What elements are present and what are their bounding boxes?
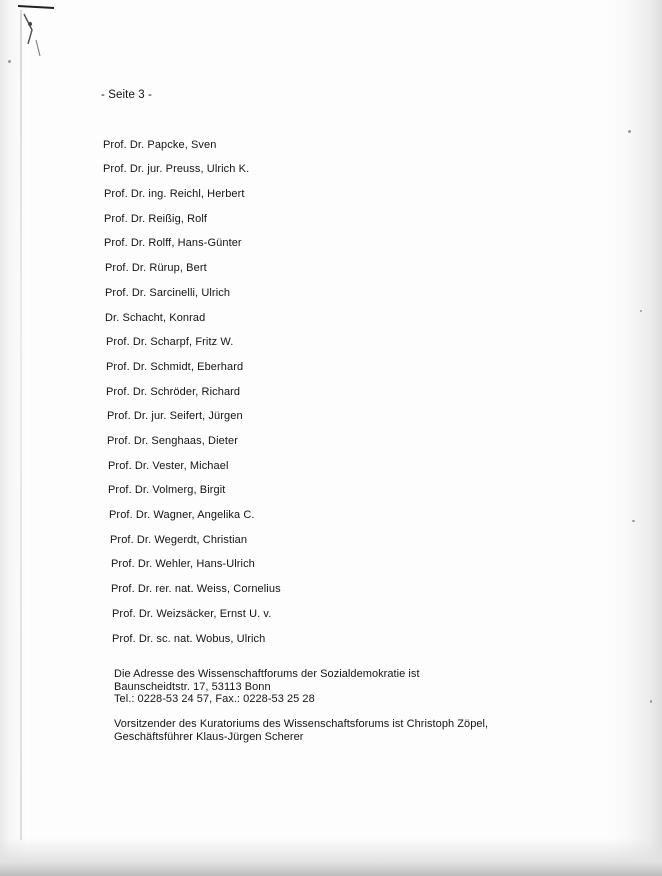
scan-edge-right: [607, 0, 662, 876]
member-name: Prof. Dr. Vester, Michael: [108, 460, 229, 472]
staple-mark-icon: [14, 0, 64, 80]
scan-fold-line: [20, 10, 22, 840]
member-name: Prof. Dr. Volmerg, Birgit: [108, 484, 226, 496]
member-name: Prof. Dr. jur. Preuss, Ulrich K.: [103, 163, 250, 175]
board-line: Geschäftsführer Klaus-Jürgen Scherer: [114, 730, 304, 743]
member-name: Prof. Dr. Papcke, Sven: [103, 139, 217, 151]
member-name: Prof. Dr. Rolff, Hans-Günter: [104, 237, 242, 249]
member-name: Prof. Dr. sc. nat. Wobus, Ulrich: [112, 633, 266, 645]
member-name: Prof. Dr. Senghaas, Dieter: [107, 435, 238, 447]
scan-edge-left: [0, 0, 30, 876]
member-name: Prof. Dr. rer. nat. Weiss, Cornelius: [111, 583, 281, 595]
member-name: Prof. Dr. Schmidt, Eberhard: [106, 361, 244, 373]
scan-speck: [640, 310, 642, 312]
member-name: Prof. Dr. ing. Reichl, Herbert: [104, 188, 245, 200]
address-block: [114, 668, 420, 706]
page-number: - Seite 3 -: [101, 89, 152, 101]
member-name: Prof. Dr. Scharpf, Fritz W.: [106, 336, 234, 348]
member-name: Prof. Dr. Wagner, Angelika C.: [109, 509, 255, 521]
scan-edge-bottom: [0, 838, 662, 876]
board-line: Vorsitzender des Kuratoriums des Wissenschaftsforums ist Christoph Zöpel,: [114, 718, 489, 730]
board-block: [114, 718, 488, 743]
member-name: Prof. Dr. Weizsäcker, Ernst U. v.: [112, 608, 272, 620]
address-line: Die Adresse des Wissenschaftforums der Sozialdemokratie ist: [114, 668, 420, 680]
address-line: Tel.: 0228-53 24 57, Fax.: 0228-53 25 28: [114, 693, 315, 705]
member-name: Dr. Schacht, Konrad: [105, 312, 206, 324]
scan-speck: [632, 520, 635, 522]
member-name: Prof. Dr. Wehler, Hans-Ulrich: [111, 558, 255, 570]
member-name: Prof. Dr. Reißig, Rolf: [104, 213, 208, 225]
member-name: Prof. Dr. Wegerdt, Christian: [110, 534, 248, 546]
member-name: Prof. Dr. Rürup, Bert: [105, 262, 207, 274]
member-name: Prof. Dr. Schröder, Richard: [106, 386, 241, 398]
member-name: Prof. Dr. jur. Seifert, Jürgen: [107, 410, 243, 422]
scan-speck: [8, 60, 11, 63]
address-line: Baunscheidtstr. 17, 53113 Bonn: [114, 680, 271, 693]
scan-speck: [628, 130, 631, 133]
scan-speck: [650, 700, 652, 703]
member-name: Prof. Dr. Sarcinelli, Ulrich: [105, 287, 231, 299]
